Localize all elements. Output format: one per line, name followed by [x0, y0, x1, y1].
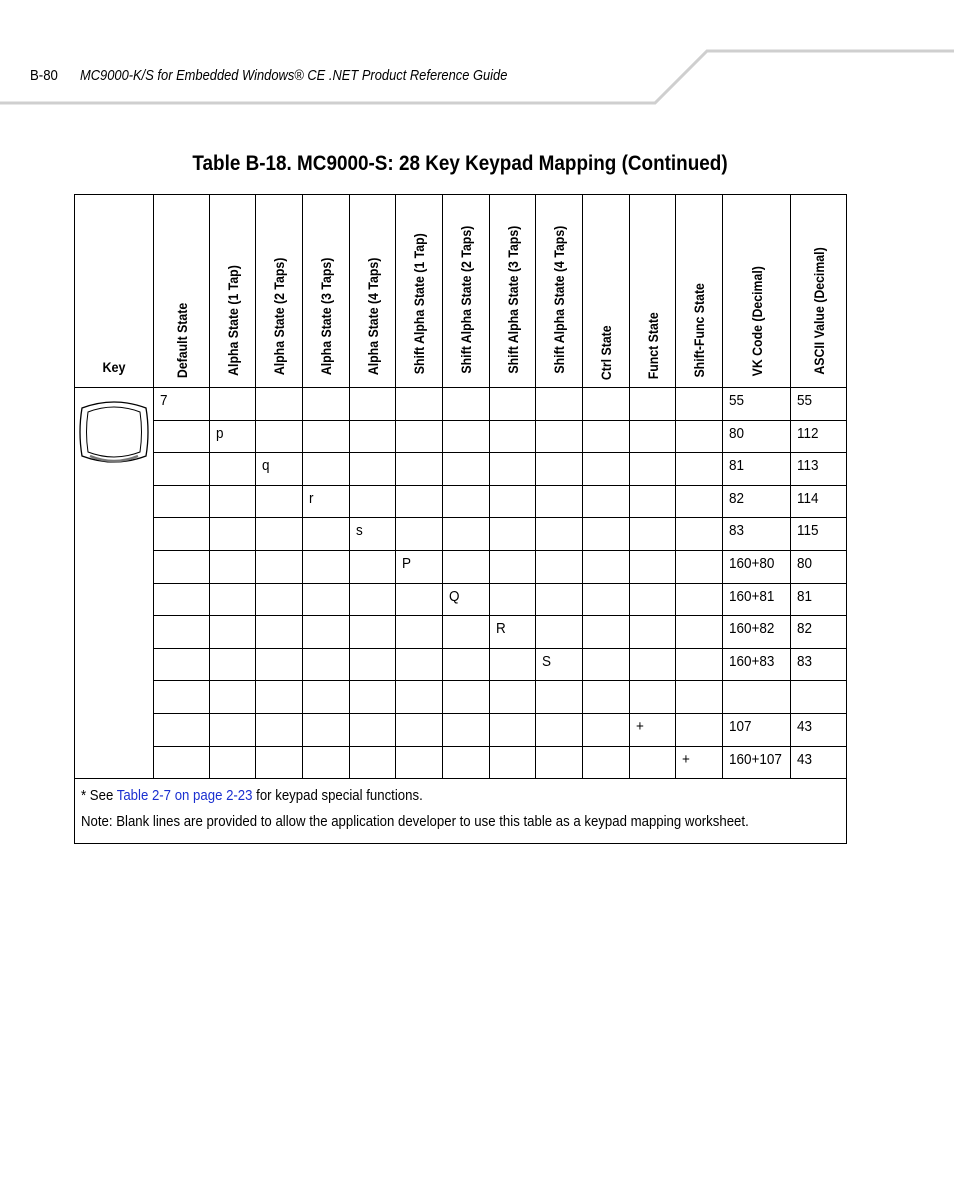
cell-value: 80: [729, 424, 745, 442]
cell-value: 43: [797, 750, 813, 768]
table-cell: [676, 550, 723, 583]
table-cell: [676, 485, 723, 518]
table-cell: [536, 420, 583, 453]
table-cell: [350, 485, 396, 518]
table-cell: [791, 681, 847, 714]
table-cell: [350, 616, 396, 649]
table-cell: [154, 681, 210, 714]
table-cell: [630, 583, 676, 616]
table-cell: [154, 583, 210, 616]
table-row: [75, 420, 847, 453]
table-cell: [490, 616, 536, 649]
table-cell: [676, 583, 723, 616]
table-cell: [676, 648, 723, 681]
cell-value: 160+107: [729, 750, 782, 768]
table-cell: [154, 713, 210, 746]
cell-value: 160+80: [729, 554, 775, 572]
column-header-label: ASCII Value (Decimal): [810, 247, 827, 375]
table-cell: [536, 583, 583, 616]
cell-value: q: [262, 457, 270, 475]
column-header-14: [791, 195, 847, 388]
cell-value: r: [309, 489, 314, 507]
column-header-6: [396, 195, 443, 388]
cell-value: p: [216, 424, 224, 442]
cell-value: R: [496, 620, 506, 638]
table-cell: [723, 518, 791, 551]
cell-value: 160+83: [729, 652, 775, 670]
table-cell: [396, 583, 443, 616]
table-cell: [490, 746, 536, 779]
column-header-13: [723, 195, 791, 388]
cell-value: 55: [729, 392, 745, 409]
table-cell: [791, 550, 847, 583]
column-header-label: Shift Alpha State (1 Tap): [411, 233, 427, 375]
table-cell: [791, 648, 847, 681]
table-cell: [536, 518, 583, 551]
table-cell: [791, 616, 847, 649]
column-header-9: [536, 195, 583, 388]
table-cell: [396, 453, 443, 486]
table-cell: [210, 453, 256, 486]
table-cell: [396, 485, 443, 518]
table-cell: [630, 550, 676, 583]
column-header-label: VK Code (Decimal): [748, 265, 765, 377]
keypad-key-icon: [78, 398, 150, 466]
table-header-row: [75, 195, 847, 388]
column-header-label: Alpha State (2 Taps): [271, 258, 287, 376]
cell-value: 83: [797, 652, 813, 670]
table-cell: [443, 746, 490, 779]
table-cell: [536, 746, 583, 779]
table-cell: [583, 713, 630, 746]
table-row: [75, 648, 847, 681]
cell-value: 113: [797, 457, 819, 475]
table-cell: [583, 420, 630, 453]
column-header-11: [630, 195, 676, 388]
table-cell: [723, 713, 791, 746]
table-cell: [490, 583, 536, 616]
column-header-label: Alpha State (1 Tap): [224, 265, 241, 377]
table-cell: [723, 681, 791, 714]
table-cell: [676, 713, 723, 746]
cell-value: s: [356, 522, 363, 540]
table-cell: [723, 583, 791, 616]
column-header-label: Ctrl State: [598, 325, 614, 380]
table-cell: [583, 616, 630, 649]
table-cell: [210, 388, 256, 421]
table-cell: [396, 518, 443, 551]
table-cell: [443, 616, 490, 649]
table-cell: [676, 681, 723, 714]
table-row: [75, 518, 847, 551]
table-cell: [396, 713, 443, 746]
table-cell: [210, 746, 256, 779]
cell-value: 160+82: [729, 620, 775, 638]
column-header-label: Key: [102, 359, 126, 375]
table-cell: [396, 681, 443, 714]
table-cell: [583, 485, 630, 518]
table-cell: [536, 681, 583, 714]
table-cell: [536, 713, 583, 746]
table-cell: [676, 388, 723, 421]
table-cell: [210, 583, 256, 616]
table-cell: [676, 420, 723, 453]
table-cell: [490, 648, 536, 681]
column-header-label: Default State: [173, 303, 190, 379]
table-cell: [536, 485, 583, 518]
table-cell: [303, 746, 350, 779]
table-cell: [676, 616, 723, 649]
table-cell: [154, 420, 210, 453]
table-cell: [490, 681, 536, 714]
table-cell: [256, 583, 303, 616]
table-cell: [630, 518, 676, 551]
column-header-8: [490, 195, 536, 388]
table-cell: [443, 388, 490, 421]
column-header-label: Funct State: [644, 311, 661, 380]
table-cell: [583, 518, 630, 551]
column-header-label: Shift-Func State: [691, 282, 707, 378]
table-cell: [443, 583, 490, 616]
cell-value: 83: [729, 522, 745, 540]
cell-value: S: [542, 652, 552, 670]
table-cell: [676, 518, 723, 551]
table-cell: [630, 746, 676, 779]
document-title: MC9000-K/S for Embedded Windows® CE .NET Product Reference Guide: [80, 67, 508, 84]
table-cell: [396, 746, 443, 779]
table-cell: [154, 453, 210, 486]
table-cell: [256, 388, 303, 421]
table-row: [75, 583, 847, 616]
table-cell: [303, 648, 350, 681]
table-cell: [443, 453, 490, 486]
column-header-label: Shift Alpha State (3 Taps): [504, 225, 521, 374]
table-cell: [303, 420, 350, 453]
table-cell: [583, 388, 630, 421]
cell-value: 81: [729, 457, 745, 475]
table-cell: [583, 550, 630, 583]
table-cell: [791, 388, 847, 421]
column-header-0: [75, 195, 154, 388]
table-cell: [490, 713, 536, 746]
cell-value: 55: [797, 392, 813, 409]
column-header-label: Shift Alpha State (4 Taps): [551, 225, 567, 374]
table-cell: [396, 550, 443, 583]
footnote-row: [75, 779, 847, 844]
table-cell: [303, 518, 350, 551]
table-cell: [396, 648, 443, 681]
table-cell: [536, 648, 583, 681]
table-cell: [210, 713, 256, 746]
table-row: [75, 388, 847, 421]
table-cell: [490, 388, 536, 421]
table-cell: [350, 681, 396, 714]
table-cell: [303, 485, 350, 518]
table-cell: [630, 616, 676, 649]
table-cell: [154, 485, 210, 518]
table-cell: [536, 388, 583, 421]
cell-value: 160+81: [729, 587, 775, 605]
table-cell: [723, 550, 791, 583]
table-cell: [490, 420, 536, 453]
table-2-7-link[interactable]: Table 2-7 on page 2-23: [116, 787, 253, 805]
column-header-3: [256, 195, 303, 388]
table-cell: [443, 648, 490, 681]
table-row: [75, 616, 847, 649]
cell-value: 7: [160, 392, 168, 409]
column-header-label: Shift Alpha State (2 Taps): [458, 225, 474, 374]
table-cell: [723, 648, 791, 681]
table-cell: [791, 583, 847, 616]
table-row: [75, 485, 847, 518]
footnote-note: Note: Blank lines are provided to allow the application developer to use this table as a keypad mapping worksheet.: [81, 813, 749, 831]
table-cell: [443, 485, 490, 518]
table-row: [75, 746, 847, 779]
table-cell: [350, 713, 396, 746]
table-cell: [350, 388, 396, 421]
cell-value: 115: [797, 522, 819, 540]
cell-value: 107: [729, 717, 752, 735]
table-cell: [630, 453, 676, 486]
cell-value: 81: [797, 587, 813, 605]
table-cell: [723, 420, 791, 453]
table-cell: [154, 550, 210, 583]
table-cell: [396, 388, 443, 421]
table-cell: [303, 453, 350, 486]
table-cell: [723, 388, 791, 421]
table-cell: [443, 681, 490, 714]
cell-value: +: [636, 717, 644, 735]
cell-value: 114: [797, 489, 819, 507]
table-cell: [210, 420, 256, 453]
table-cell: [791, 420, 847, 453]
table-row: [75, 550, 847, 583]
table-row: [75, 453, 847, 486]
table-cell: [443, 550, 490, 583]
table-cell: [350, 550, 396, 583]
table-cell: [443, 420, 490, 453]
table-cell: [303, 583, 350, 616]
table-cell: [350, 583, 396, 616]
table-cell: [350, 420, 396, 453]
column-header-12: [676, 195, 723, 388]
table-row: [75, 681, 847, 714]
table-cell: [210, 616, 256, 649]
table-cell: [791, 713, 847, 746]
table-cell: [630, 420, 676, 453]
column-header-2: [210, 195, 256, 388]
table-caption: Table B-18. MC9000-S: 28 Key Keypad Mapping (Continued): [192, 152, 728, 175]
table-cell: [154, 518, 210, 551]
cell-value: 82: [729, 489, 745, 507]
table-cell: [256, 485, 303, 518]
table-cell: [154, 746, 210, 779]
cell-value: Q: [449, 587, 460, 605]
cell-value: 43: [797, 717, 813, 735]
table-cell: [630, 388, 676, 421]
table-cell: [210, 518, 256, 551]
table-cell: [303, 713, 350, 746]
column-header-label: Alpha State (3 Taps): [318, 258, 334, 376]
table-cell: [791, 453, 847, 486]
table-cell: [256, 681, 303, 714]
column-header-7: [443, 195, 490, 388]
table-cell: [791, 746, 847, 779]
table-cell: [256, 648, 303, 681]
column-header-5: [350, 195, 396, 388]
table-cell: [583, 583, 630, 616]
table-cell: [490, 485, 536, 518]
footnote-prefix: * See: [81, 787, 117, 805]
cell-value: 112: [797, 424, 819, 442]
table-cell: [723, 453, 791, 486]
table-cell: [396, 616, 443, 649]
table-cell: [791, 518, 847, 551]
table-cell: [303, 681, 350, 714]
table-cell: [490, 518, 536, 551]
key-cell: [75, 388, 154, 779]
table-cell: [396, 420, 443, 453]
cell-value: 80: [797, 554, 813, 572]
column-header-10: [583, 195, 630, 388]
table-cell: [490, 453, 536, 486]
table-cell: [350, 518, 396, 551]
table-cell: [583, 648, 630, 681]
cell-value: +: [682, 750, 690, 768]
table-cell: [210, 485, 256, 518]
table-cell: [350, 746, 396, 779]
table-cell: [676, 453, 723, 486]
table-cell: [303, 550, 350, 583]
footnote-suffix: for keypad special functions.: [252, 787, 423, 805]
table-cell: [256, 420, 303, 453]
table-cell: [536, 453, 583, 486]
table-cell: [443, 518, 490, 551]
table-cell: [256, 518, 303, 551]
table-cell: [723, 616, 791, 649]
page-number: B-80: [30, 67, 58, 84]
cell-value: P: [402, 554, 412, 572]
table-cell: [443, 713, 490, 746]
table-cell: [490, 550, 536, 583]
cell-value: 82: [797, 620, 813, 638]
table-cell: [630, 713, 676, 746]
table-cell: [630, 485, 676, 518]
table-cell: [583, 746, 630, 779]
table-cell: [210, 648, 256, 681]
table-row: [75, 713, 847, 746]
column-header-label: Alpha State (4 Taps): [364, 258, 381, 376]
table-cell: [256, 550, 303, 583]
footnote-see-line: [81, 783, 754, 809]
table-cell: [154, 388, 210, 421]
table-cell: [210, 681, 256, 714]
header-decoration: [0, 0, 954, 110]
table-cell: [630, 681, 676, 714]
table-cell: [256, 616, 303, 649]
keypad-mapping-table: [74, 194, 847, 844]
table-cell: [536, 616, 583, 649]
table-cell: [723, 746, 791, 779]
table-cell: [303, 616, 350, 649]
table-cell: [630, 648, 676, 681]
column-header-4: [303, 195, 350, 388]
table-cell: [256, 746, 303, 779]
table-cell: [676, 746, 723, 779]
table-cell: [303, 388, 350, 421]
table-cell: [210, 550, 256, 583]
table-cell: [723, 485, 791, 518]
table-cell: [583, 453, 630, 486]
column-header-1: [154, 195, 210, 388]
table-cell: [154, 648, 210, 681]
table-cell: [154, 616, 210, 649]
table-cell: [256, 453, 303, 486]
table-cell: [583, 681, 630, 714]
table-cell: [256, 713, 303, 746]
footnote-cell: [75, 779, 847, 844]
table-cell: [350, 453, 396, 486]
table-cell: [536, 550, 583, 583]
table-cell: [350, 648, 396, 681]
table-cell: [791, 485, 847, 518]
